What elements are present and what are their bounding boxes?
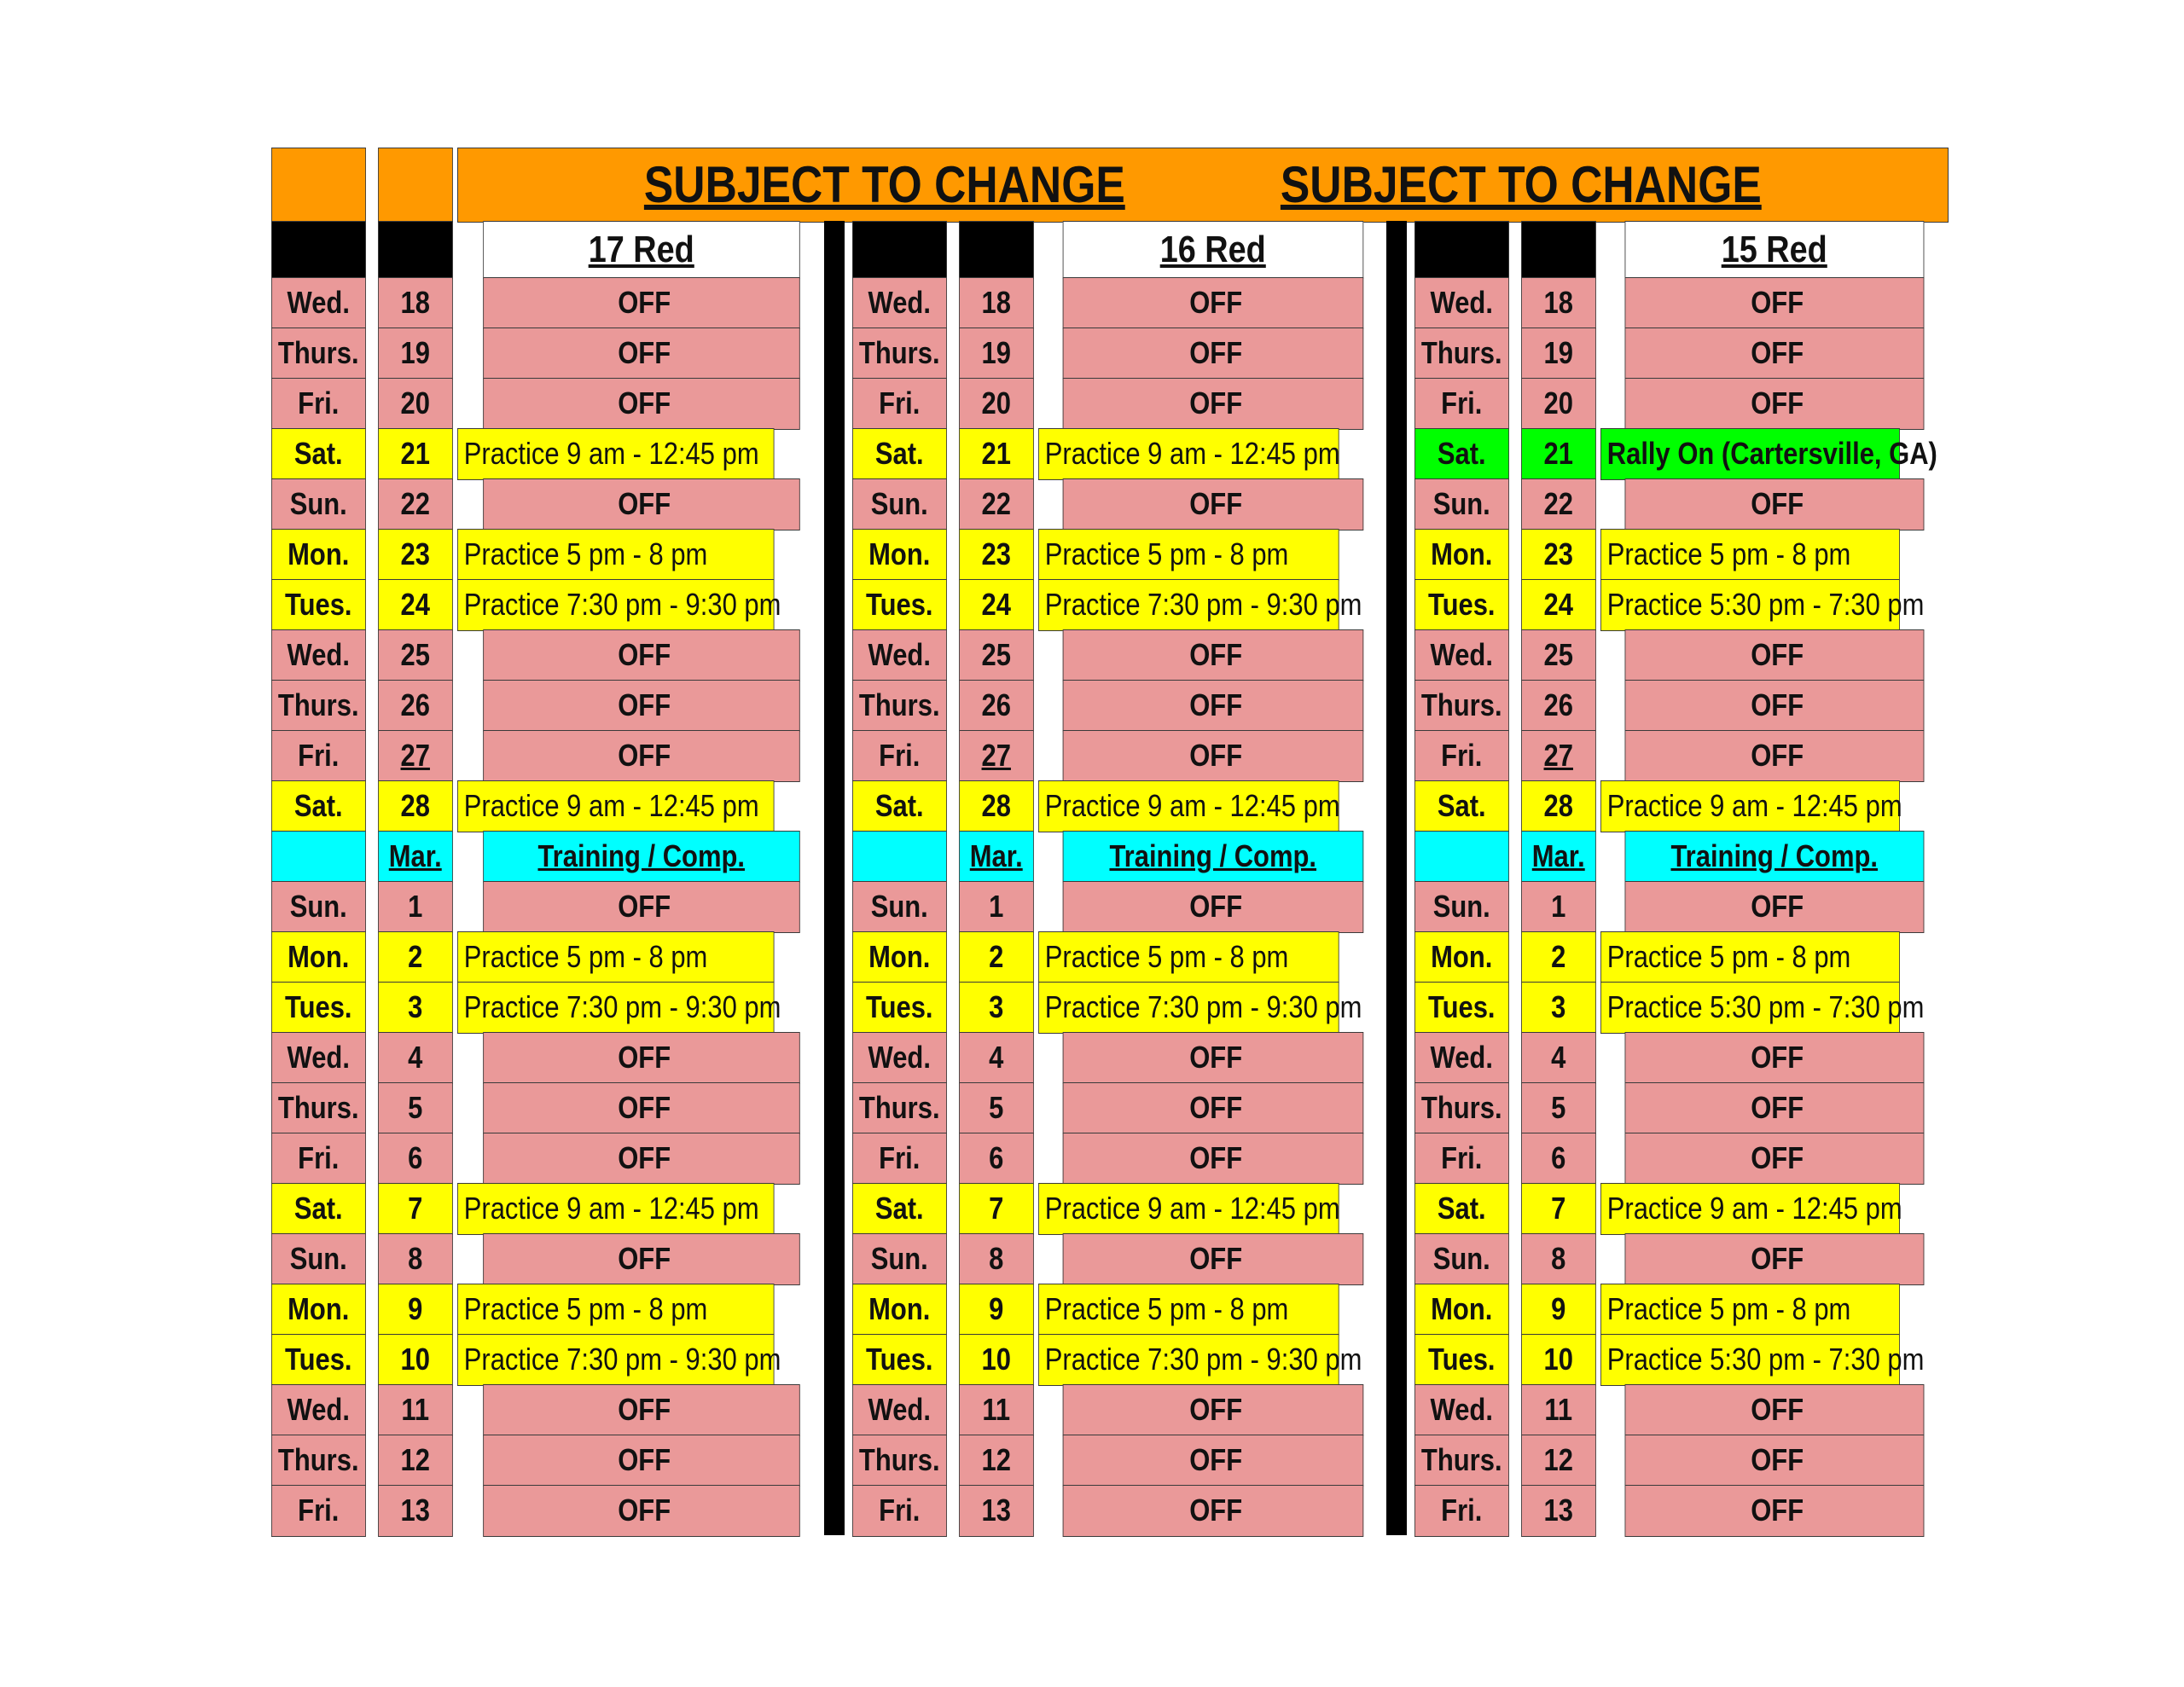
date-cell: 19 [1521, 328, 1595, 380]
day-cell: Thurs. [271, 1082, 366, 1134]
event-cell: OFF [483, 881, 799, 933]
team-header-blank [1521, 221, 1595, 279]
event-cell: OFF [1063, 277, 1363, 329]
event-cell: OFF [483, 1384, 799, 1436]
date-cell: 12 [1521, 1435, 1595, 1487]
date-cell: 18 [959, 277, 1033, 329]
team-name-header: 16 Red [1063, 221, 1363, 279]
date-cell: 11 [959, 1384, 1033, 1436]
day-cell: Sun. [1414, 881, 1509, 933]
team-header-blank [852, 221, 947, 279]
date-cell: 26 [1521, 680, 1595, 732]
event-cell: OFF [483, 1082, 799, 1134]
event-cell: OFF [1625, 1233, 1924, 1285]
date-cell: 27 [959, 730, 1033, 782]
date-cell: 9 [959, 1284, 1033, 1336]
date-cell: 11 [378, 1384, 452, 1436]
event-cell: OFF [1063, 1233, 1363, 1285]
day-cell: Thurs. [1414, 1435, 1509, 1487]
event-cell: OFF [1625, 1133, 1924, 1185]
date-cell: 28 [378, 780, 452, 832]
event-cell: OFF [483, 328, 799, 380]
event-cell: OFF [483, 478, 799, 530]
day-cell: Tues. [271, 1334, 366, 1386]
event-cell: OFF [1625, 277, 1924, 329]
date-cell: 24 [959, 579, 1033, 631]
day-cell: Sun. [1414, 478, 1509, 530]
subject-to-change-banner [457, 148, 1949, 223]
date-cell: 26 [959, 680, 1033, 732]
day-cell: Tues. [271, 579, 366, 631]
event-cell: OFF [1063, 1082, 1363, 1134]
banner-text: SUBJECT TO CHANGE [644, 156, 1125, 214]
date-cell: 21 [378, 428, 452, 480]
banner-blank-cell [271, 148, 366, 223]
day-cell: Tues. [271, 982, 366, 1034]
day-cell: Wed. [1414, 277, 1509, 329]
date-cell: 19 [378, 328, 452, 380]
date-cell: 5 [1521, 1082, 1595, 1134]
date-cell: 19 [959, 328, 1033, 380]
event-cell: OFF [1063, 1133, 1363, 1185]
event-cell: OFF [1625, 1435, 1924, 1487]
day-cell: Sat. [852, 428, 947, 480]
event-cell: Practice 5:30 pm - 7:30 pm [1600, 579, 1899, 631]
date-cell: 12 [378, 1435, 452, 1487]
day-cell: Wed. [271, 1032, 366, 1084]
event-cell: OFF [1625, 378, 1924, 430]
event-cell: Practice 5 pm - 8 pm [1600, 1284, 1899, 1336]
schedule-sheet [264, 148, 1947, 1535]
event-cell: OFF [1063, 730, 1363, 782]
event-cell: OFF [1625, 328, 1924, 380]
day-cell: Sat. [1414, 428, 1509, 480]
event-cell: OFF [483, 1032, 799, 1084]
event-cell: OFF [1063, 680, 1363, 732]
date-cell: 9 [1521, 1284, 1595, 1336]
date-cell: 18 [1521, 277, 1595, 329]
date-cell: 23 [959, 529, 1033, 581]
event-cell: OFF [1063, 1435, 1363, 1487]
team-header-blank [378, 221, 452, 279]
day-cell: Mon. [271, 931, 366, 983]
date-cell: 24 [1521, 579, 1595, 631]
date-cell: 2 [378, 931, 452, 983]
day-cell: Thurs. [1414, 1082, 1509, 1134]
event-cell: Practice 7:30 pm - 9:30 pm [1038, 982, 1339, 1034]
date-cell: 20 [378, 378, 452, 430]
day-cell: Mon. [271, 1284, 366, 1336]
event-cell: Rally On (Cartersville, GA) [1600, 428, 1899, 480]
date-cell: 3 [1521, 982, 1595, 1034]
event-cell: OFF [483, 629, 799, 681]
date-cell: Mar. [959, 831, 1033, 883]
date-cell: 10 [959, 1334, 1033, 1386]
day-cell: Wed. [852, 1032, 947, 1084]
team-name-header: 17 Red [483, 221, 799, 279]
date-cell: 8 [378, 1233, 452, 1285]
day-cell: Wed. [271, 1384, 366, 1436]
date-cell: 23 [378, 529, 452, 581]
event-cell: OFF [483, 1133, 799, 1185]
date-cell: 1 [378, 881, 452, 933]
date-cell: 20 [1521, 378, 1595, 430]
date-cell: 3 [959, 982, 1033, 1034]
event-cell: Practice 9 am - 12:45 pm [1038, 1183, 1339, 1235]
day-cell: Sat. [1414, 780, 1509, 832]
event-cell: Practice 7:30 pm - 9:30 pm [1038, 1334, 1339, 1386]
event-cell: Practice 9 am - 12:45 pm [457, 780, 774, 832]
date-cell: 18 [378, 277, 452, 329]
day-cell: Fri. [271, 730, 366, 782]
date-cell: 1 [1521, 881, 1595, 933]
day-cell: Sun. [1414, 1233, 1509, 1285]
day-cell: Tues. [852, 579, 947, 631]
event-cell: OFF [1625, 1485, 1924, 1537]
date-cell: 5 [378, 1082, 452, 1134]
day-cell: Tues. [1414, 579, 1509, 631]
date-cell: 27 [1521, 730, 1595, 782]
event-cell: OFF [483, 1435, 799, 1487]
day-cell: Mon. [1414, 931, 1509, 983]
event-cell: Practice 7:30 pm - 9:30 pm [1038, 579, 1339, 631]
day-cell: Mon. [1414, 1284, 1509, 1336]
date-cell: 7 [959, 1183, 1033, 1235]
event-cell: Practice 5 pm - 8 pm [1038, 1284, 1339, 1336]
event-cell: OFF [483, 1485, 799, 1537]
day-cell: Sat. [271, 428, 366, 480]
date-cell: 10 [378, 1334, 452, 1386]
event-cell: OFF [1063, 629, 1363, 681]
date-cell: 21 [959, 428, 1033, 480]
date-cell: 22 [378, 478, 452, 530]
event-cell: Practice 5:30 pm - 7:30 pm [1600, 982, 1899, 1034]
day-cell: Fri. [852, 730, 947, 782]
date-cell: 9 [378, 1284, 452, 1336]
day-cell: Sat. [271, 780, 366, 832]
event-cell: OFF [1625, 1082, 1924, 1134]
day-cell: Thurs. [852, 680, 947, 732]
event-cell: OFF [1063, 1032, 1363, 1084]
day-cell: Fri. [1414, 1485, 1509, 1537]
day-cell: Mon. [852, 931, 947, 983]
day-cell: Mon. [1414, 529, 1509, 581]
day-cell: Wed. [271, 629, 366, 681]
day-cell: Thurs. [1414, 328, 1509, 380]
event-cell: Practice 9 am - 12:45 pm [1038, 780, 1339, 832]
event-cell: OFF [1063, 478, 1363, 530]
event-cell: Practice 5 pm - 8 pm [1600, 529, 1899, 581]
team-name-header: 15 Red [1625, 221, 1924, 279]
day-cell: Fri. [1414, 378, 1509, 430]
day-cell: Thurs. [271, 1435, 366, 1487]
date-cell: 20 [959, 378, 1033, 430]
date-cell: 13 [959, 1485, 1033, 1537]
date-cell: 28 [959, 780, 1033, 832]
day-cell: Mon. [271, 529, 366, 581]
event-cell: OFF [483, 378, 799, 430]
day-cell: Tues. [1414, 982, 1509, 1034]
date-cell: 4 [1521, 1032, 1595, 1084]
day-cell: Tues. [1414, 1334, 1509, 1386]
event-cell: OFF [1063, 881, 1363, 933]
banner-blank-cell [378, 148, 452, 223]
event-cell: OFF [1063, 328, 1363, 380]
team-header-blank [1414, 221, 1509, 279]
day-cell: Wed. [852, 277, 947, 329]
event-cell: OFF [1625, 730, 1924, 782]
month-section-header: Training / Comp. [1625, 831, 1924, 883]
date-cell: 7 [378, 1183, 452, 1235]
team-header-blank [959, 221, 1033, 279]
date-cell: 13 [1521, 1485, 1595, 1537]
day-cell: Wed. [271, 277, 366, 329]
date-cell: 7 [1521, 1183, 1595, 1235]
date-cell: 22 [1521, 478, 1595, 530]
event-cell: OFF [1625, 881, 1924, 933]
day-cell: Wed. [852, 1384, 947, 1436]
date-cell: 12 [959, 1435, 1033, 1487]
day-cell: Sun. [852, 881, 947, 933]
event-cell: Practice 7:30 pm - 9:30 pm [457, 982, 774, 1034]
event-cell: Practice 5 pm - 8 pm [1600, 931, 1899, 983]
date-cell: 2 [1521, 931, 1595, 983]
date-cell: Mar. [1521, 831, 1595, 883]
team-header-blank [271, 221, 366, 279]
day-cell: Wed. [852, 629, 947, 681]
date-cell: 5 [959, 1082, 1033, 1134]
date-cell: 2 [959, 931, 1033, 983]
event-cell: Practice 5 pm - 8 pm [457, 529, 774, 581]
date-cell: 26 [378, 680, 452, 732]
event-cell: OFF [1625, 1032, 1924, 1084]
day-cell: Sun. [852, 478, 947, 530]
day-cell: Wed. [1414, 1384, 1509, 1436]
date-cell: 28 [1521, 780, 1595, 832]
month-section-header: Training / Comp. [483, 831, 799, 883]
date-cell: 6 [959, 1133, 1033, 1185]
day-cell: Sun. [852, 1233, 947, 1285]
date-cell: 21 [1521, 428, 1595, 480]
day-cell: Sat. [1414, 1183, 1509, 1235]
event-cell: Practice 9 am - 12:45 pm [457, 428, 774, 480]
event-cell: OFF [1625, 629, 1924, 681]
day-cell: Fri. [852, 378, 947, 430]
day-cell: Sun. [271, 1233, 366, 1285]
day-cell: Tues. [852, 982, 947, 1034]
event-cell: Practice 5 pm - 8 pm [1038, 931, 1339, 983]
date-cell: 4 [378, 1032, 452, 1084]
date-cell: 8 [1521, 1233, 1595, 1285]
day-cell: Thurs. [271, 328, 366, 380]
event-cell: OFF [1625, 680, 1924, 732]
day-cell: Sun. [271, 881, 366, 933]
day-cell [1414, 831, 1509, 883]
day-cell: Sat. [271, 1183, 366, 1235]
day-cell: Thurs. [852, 328, 947, 380]
event-cell: OFF [1063, 1485, 1363, 1537]
day-cell: Fri. [1414, 730, 1509, 782]
day-cell: Thurs. [852, 1435, 947, 1487]
event-cell: Practice 5 pm - 8 pm [1038, 529, 1339, 581]
date-cell: 10 [1521, 1334, 1595, 1386]
event-cell: OFF [1625, 478, 1924, 530]
day-cell: Fri. [271, 1133, 366, 1185]
date-cell: 6 [1521, 1133, 1595, 1185]
day-cell: Sat. [852, 1183, 947, 1235]
event-cell: Practice 7:30 pm - 9:30 pm [457, 579, 774, 631]
day-cell: Mon. [852, 529, 947, 581]
day-cell: Thurs. [1414, 680, 1509, 732]
banner-text: SUBJECT TO CHANGE [1280, 156, 1762, 214]
event-cell: OFF [483, 680, 799, 732]
event-cell: Practice 5 pm - 8 pm [457, 931, 774, 983]
date-cell: 1 [959, 881, 1033, 933]
section-separator [1386, 221, 1407, 1535]
day-cell: Fri. [1414, 1133, 1509, 1185]
date-cell: 11 [1521, 1384, 1595, 1436]
day-cell: Wed. [1414, 629, 1509, 681]
day-cell: Sat. [852, 780, 947, 832]
section-separator [824, 221, 845, 1535]
event-cell: OFF [1063, 378, 1363, 430]
event-cell: Practice 9 am - 12:45 pm [457, 1183, 774, 1235]
day-cell: Fri. [852, 1485, 947, 1537]
event-cell: Practice 9 am - 12:45 pm [1600, 1183, 1899, 1235]
date-cell: 25 [378, 629, 452, 681]
date-cell: 24 [378, 579, 452, 631]
day-cell: Fri. [852, 1133, 947, 1185]
event-cell: OFF [1625, 1384, 1924, 1436]
event-cell: Practice 5 pm - 8 pm [457, 1284, 774, 1336]
date-cell: 3 [378, 982, 452, 1034]
date-cell: 13 [378, 1485, 452, 1537]
event-cell: OFF [1063, 1384, 1363, 1436]
day-cell: Sun. [271, 478, 366, 530]
date-cell: Mar. [378, 831, 452, 883]
event-cell: Practice 5:30 pm - 7:30 pm [1600, 1334, 1899, 1386]
day-cell: Tues. [852, 1334, 947, 1386]
event-cell: OFF [483, 1233, 799, 1285]
date-cell: 22 [959, 478, 1033, 530]
date-cell: 6 [378, 1133, 452, 1185]
event-cell: Practice 9 am - 12:45 pm [1600, 780, 1899, 832]
date-cell: 25 [1521, 629, 1595, 681]
date-cell: 8 [959, 1233, 1033, 1285]
day-cell [271, 831, 366, 883]
day-cell [852, 831, 947, 883]
event-cell: OFF [483, 730, 799, 782]
day-cell: Fri. [271, 1485, 366, 1537]
date-cell: 25 [959, 629, 1033, 681]
date-cell: 4 [959, 1032, 1033, 1084]
month-section-header: Training / Comp. [1063, 831, 1363, 883]
event-cell: Practice 7:30 pm - 9:30 pm [457, 1334, 774, 1386]
day-cell: Fri. [271, 378, 366, 430]
day-cell: Thurs. [852, 1082, 947, 1134]
event-cell: OFF [483, 277, 799, 329]
day-cell: Wed. [1414, 1032, 1509, 1084]
day-cell: Thurs. [271, 680, 366, 732]
date-cell: 27 [378, 730, 452, 782]
day-cell: Mon. [852, 1284, 947, 1336]
event-cell: Practice 9 am - 12:45 pm [1038, 428, 1339, 480]
date-cell: 23 [1521, 529, 1595, 581]
